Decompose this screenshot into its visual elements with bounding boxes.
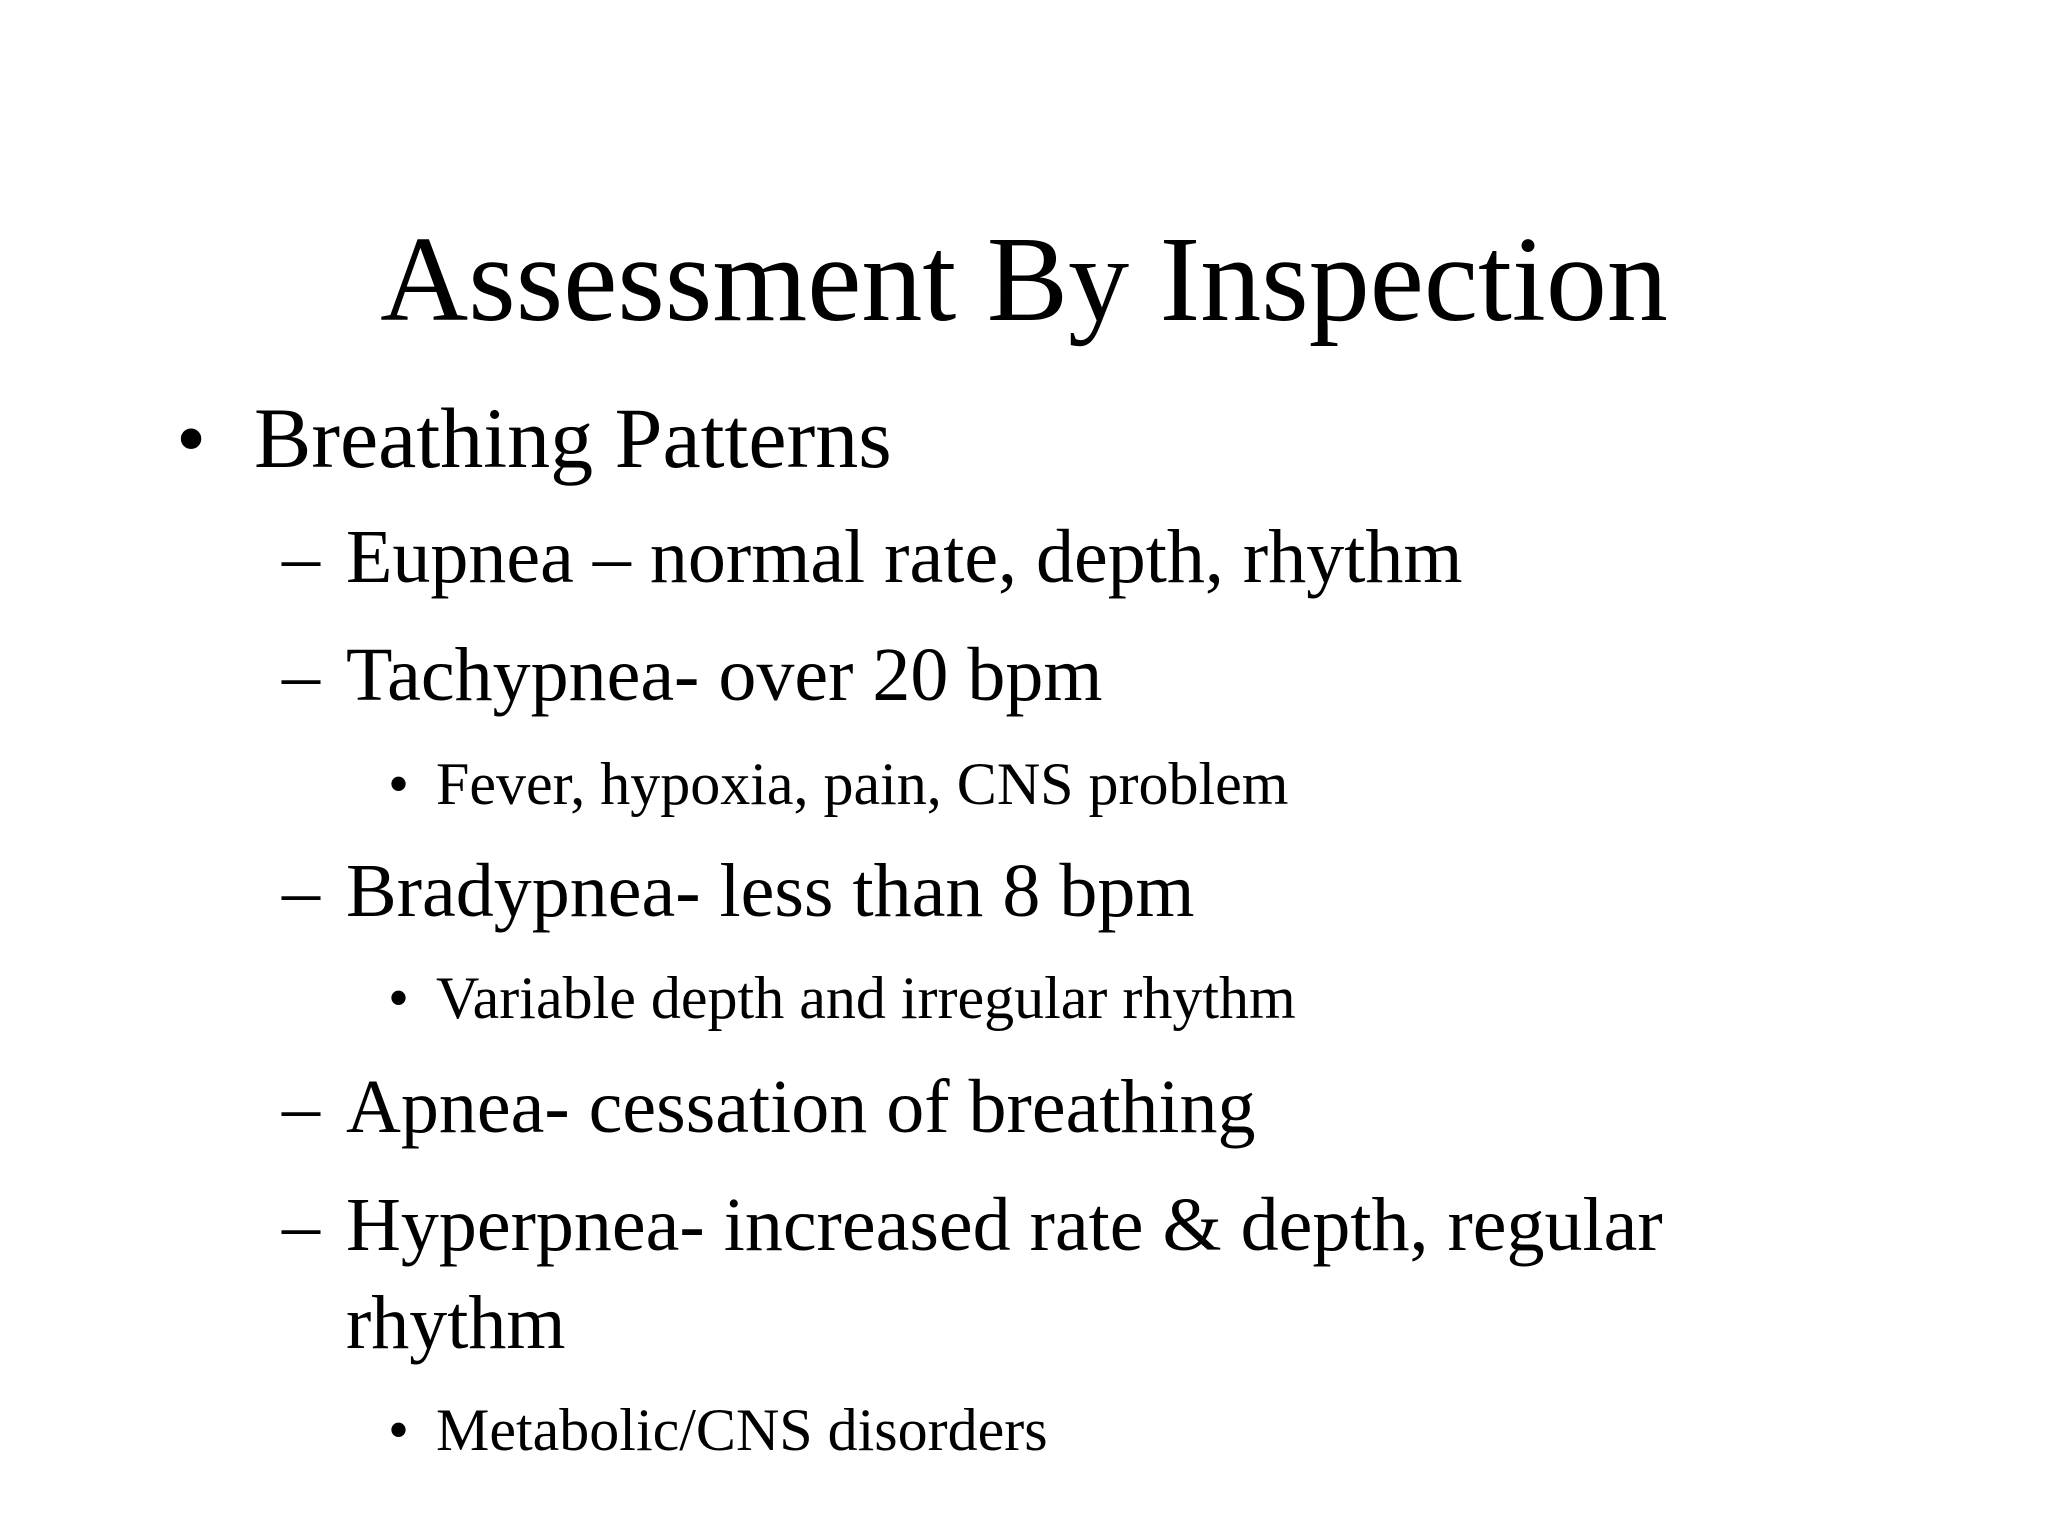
list-item-level-2-continuation: rhythm: [346, 1281, 566, 1365]
list-item-level-2: Apnea- cessation of breathing: [346, 1065, 1256, 1149]
list-item-level-3: Fever, hypoxia, pain, CNS problem: [436, 751, 1289, 817]
list-item-level-2: Bradypnea- less than 8 bpm: [346, 849, 1195, 933]
dash-marker: –: [282, 849, 320, 933]
bullet-marker: •: [176, 390, 207, 486]
list-item-level-3: Variable depth and irregular rhythm: [436, 965, 1296, 1031]
list-item-level-1: Breathing Patterns: [254, 390, 892, 486]
bullet-marker: •: [388, 751, 410, 817]
list-item-level-2: Eupnea – normal rate, depth, rhythm: [346, 515, 1463, 599]
list-item-level-3: Metabolic/CNS disorders: [436, 1397, 1048, 1463]
dash-marker: –: [282, 515, 320, 599]
list-item-level-2: Hyperpnea- increased rate & depth, regular: [346, 1183, 1663, 1267]
bullet-marker: •: [388, 1397, 410, 1463]
dash-marker: –: [282, 633, 320, 717]
dash-marker: –: [282, 1183, 320, 1267]
bullet-marker: •: [388, 965, 410, 1031]
slide-title: Assessment By Inspection: [380, 212, 1668, 347]
dash-marker: –: [282, 1065, 320, 1149]
list-item-level-2: Tachypnea- over 20 bpm: [346, 633, 1103, 717]
